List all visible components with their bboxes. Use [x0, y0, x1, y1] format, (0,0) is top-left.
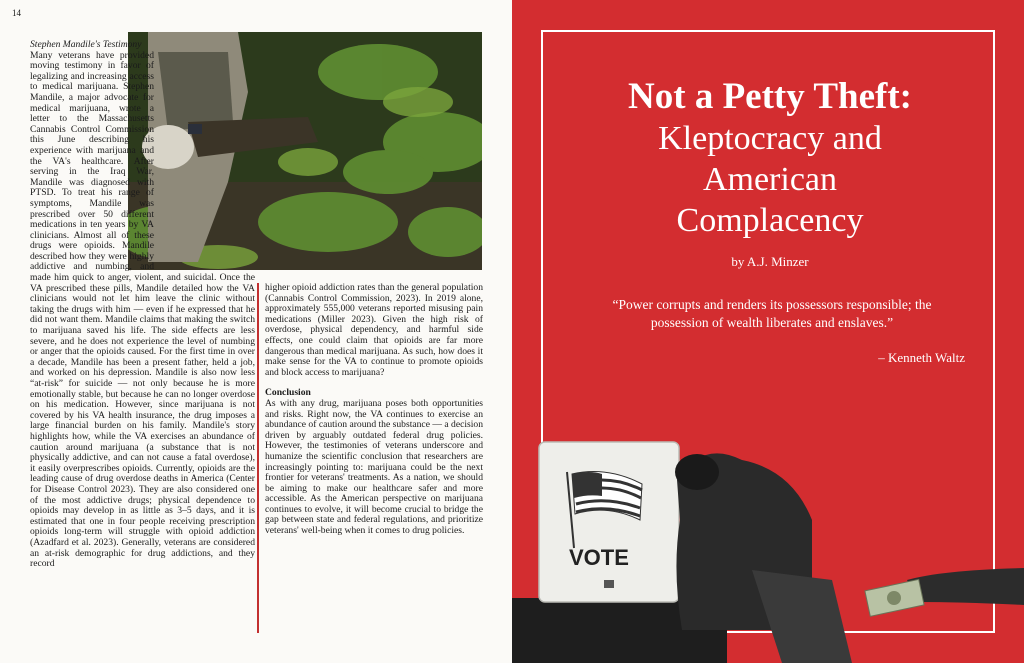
article-column-1	[30, 40, 255, 570]
article-column-2	[265, 283, 483, 537]
vote-label: VOTE	[569, 545, 629, 570]
photo-wrap-spacer	[154, 40, 255, 272]
dollar-bill-icon	[865, 579, 924, 616]
body-text-col2: higher opioid addiction rates than the general population (Cannabis Control Commission, 2023). In 2019 alone, approximately 555,000 veterans reported misusing pain medications (Miller 2023). Given the high risk of overdose, physical dependency, and harmful side effects, one could claim that opioids are far more dangerous than medical marijuana. As such, how does it make sense for the VA to continue to promote opioids and block access to marijuana?	[265, 282, 483, 378]
column-rule	[257, 283, 259, 633]
title-line-2: Kleptocracy and	[658, 120, 882, 157]
article-title	[560, 76, 980, 241]
booth-logo-icon	[604, 580, 614, 588]
title-line-3: American	[702, 161, 838, 198]
quote-attribution: – Kenneth Waltz	[878, 350, 965, 365]
voting-booth-illustration	[512, 430, 1024, 663]
epigraph-quote: “Power corrupts and renders its possessors responsible; the possession of wealth liberates and enslaves.”	[612, 297, 932, 330]
person-head	[675, 454, 719, 490]
reaching-arm	[907, 568, 1024, 605]
title-line-1: Not a Petty Theft:	[628, 76, 912, 117]
title-line-4: Complacency	[676, 202, 864, 239]
person-legs	[752, 570, 852, 663]
section-heading: Stephen Mandile's Testimony	[30, 39, 142, 50]
conclusion-text: As with any drug, marijuana poses both opportunities and risks. Right now, the VA continues to exercise an abundance of caution around the substance — a decision driven by arguably outdated federal drug policies. However, the testimonies of veterans underscore and humanize the scientific conclusion that researchers are increasingly pointing to: marijuana could be the next frontier for veterans' treatments. As a nation, we should be aiming to make our healthcare safer and more accessible. As the American perspective on marijuana continues to evolve, it will become crucial to bridge the gap between state and federal regulations, and prioritize veterans' well-being when it comes to drug policies.	[265, 397, 483, 537]
page-number: 14	[12, 8, 21, 18]
byline: by A.J. Minzer	[731, 254, 809, 269]
conclusion-heading: Conclusion	[265, 387, 311, 399]
body-text-col1: Many veterans have provided moving testimony in favor of legalizing and increasing access to medical marijuana. Stephen Mandile, a major advocate for medical marijuana, wrote a letter to the Massachusetts Cannabis Control Commission this June describing his experience with marijuana and the VA's healthcare. After serving in the Iraq War, Mandile was diagnosed with PTSD. To treat his range of symptoms, Mandile was prescribed over 50 different medications in ten years by VA clinicians. Almost all of these drugs were opioids. Mandile described how they were highly addictive and numbing, and made him quick to anger, violent, and suicidal. Once the VA prescribed these pills, Mandile detailed how the VA clinicians would not let him leave the clinic without taking the drugs with him — even if he expressed that he did not want them. Mandile claims that making the switch to marijuana saved his life. The side effects are less severe, and he does not experience the level of numbing or anger that the opioids caused. For the first time in over a decade, Mandile has been a present father, held a job, and worked on his depression. Mandile is also now less “at-risk” for suicide — not only because he is more emotionally stable, but because he can no longer overdose on his medication. However, since marijuana is not covered by his VA health insurance, the drug imposes a large financial burden on his family. Mandile's story highlights how, while the VA exercises an abundance of caution around marijuana (a substance that is not physically addictive, and can not cause a fatal overdose), it easily overprescribes opioids. Currently, opioids are the leading cause of drug overdose deaths in America (Center for Disease Control 2023). They are also considered one of the most addictive drugs; physical dependence to opioids may develop in as little as 3–5 days, and it is estimated that one in four people receiving prescription opioids long-term will struggle with opioid addiction (Azadfard et al. 2023). Generally, veterans are considered an at-risk demographic for drug addictions, and they record	[30, 49, 255, 570]
voting-booth-panel	[539, 442, 679, 602]
